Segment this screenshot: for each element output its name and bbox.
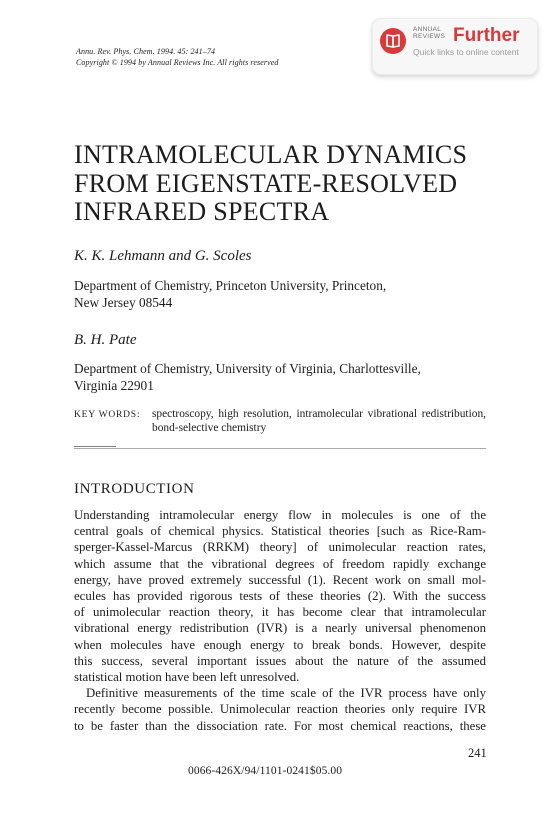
authors-primary: K. K. Lehmann and G. Scoles	[74, 248, 252, 264]
text-line: which assume that the vibrational degrees of freedom rapidly exchange	[74, 556, 486, 571]
key-words-text: spectroscopy, high resolution, intramolecular vibrational redistribution, bond-selective chemistry	[152, 408, 486, 434]
text-line: Definitive measurements of the time scale of the IVR process have only	[86, 686, 486, 701]
paragraph-1	[74, 507, 486, 685]
text-line: of unimolecular reaction theory, it has become clear that intramolecular	[74, 605, 486, 620]
title-line: INTRAMOLECULAR DYNAMICS	[74, 140, 468, 169]
affiliation-line: Department of Chemistry, University of Virginia, Charlottesville,	[74, 361, 421, 376]
badge-reviews-label: REVIEWS	[413, 33, 446, 40]
text-line: ecules has provided rigorous tests of these theories (2). With the success	[74, 589, 486, 604]
badge-annual-label: ANNUAL	[413, 26, 442, 33]
text-line: statistical motion have been left unresolved.	[74, 670, 300, 685]
affiliation-line: New Jersey 08544	[74, 294, 173, 310]
further-badge[interactable]	[372, 18, 538, 75]
citation-line: Annu. Rev. Phys. Chem. 1994. 45: 241–74	[76, 47, 216, 56]
affiliation-line: Virginia 22901	[74, 377, 154, 393]
text-line: sperger-Kassel-Marcus (RRKM) theory] of unimolecular reaction rates,	[74, 540, 486, 555]
badge-further-label: Further	[453, 25, 520, 46]
article-title	[74, 141, 467, 227]
key-words-label: KEY WORDS:	[74, 410, 141, 420]
page-number: 241	[468, 746, 487, 760]
divider-accent	[74, 446, 116, 447]
section-heading: INTRODUCTION	[74, 481, 195, 497]
body-text	[74, 507, 486, 734]
affiliation-line: Department of Chemistry, Princeton University, Princeton,	[74, 278, 387, 293]
text-line: when molecules have enough energy to break bonds. However, despite	[74, 637, 486, 652]
text-line: recently become possible. Unimolecular reaction theories only require IVR	[74, 702, 486, 717]
text-line: Understanding intramolecular energy flow in molecules is one of the	[74, 508, 486, 522]
article-code: 0066-426X/94/1101-0241$05.00	[188, 765, 343, 777]
authors-secondary: B. H. Pate	[74, 332, 137, 348]
journal-header	[76, 47, 278, 68]
text-line: central goals of chemical physics. Statistical theories [such as Rice-Ram-	[74, 524, 486, 539]
badge-tagline: Quick links to online content	[413, 47, 519, 57]
text-line: to be faster than the dissociation rate. For most chemical reactions, these	[74, 718, 486, 733]
text-line: vibrational energy redistribution (IVR) is a nearly universal phenomenon	[74, 621, 486, 636]
copyright-line: Copyright © 1994 by Annual Reviews Inc. All rights reserved	[76, 57, 279, 67]
text-line: energy, have proved extremely successful (1). Recent work on small mol-	[74, 572, 486, 587]
text-line: this success, several important issues about the nature of the assumed	[74, 653, 486, 668]
affiliation-princeton	[74, 278, 386, 311]
divider-rule	[74, 448, 486, 449]
annual-reviews-logo-icon	[380, 28, 406, 54]
paragraph-2	[74, 685, 486, 734]
title-line: FROM EIGENSTATE-RESOLVED	[74, 168, 458, 198]
affiliation-virginia	[74, 361, 421, 394]
title-line: INFRARED SPECTRA	[74, 197, 330, 226]
